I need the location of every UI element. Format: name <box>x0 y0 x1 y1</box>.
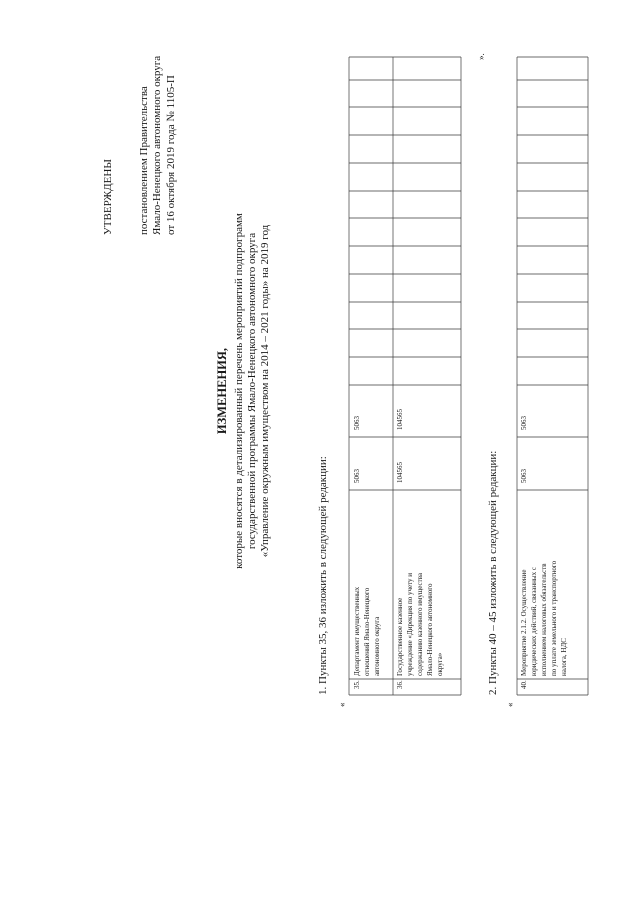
document-title <box>215 213 271 569</box>
row-name-line: по уплате земельного и транспортного <box>550 560 558 676</box>
row-name-line: исполнением налоговых обязательств <box>540 563 548 676</box>
row-number: 35. <box>353 680 361 689</box>
row-name-line: Ямало-Ненецкого автономного <box>426 583 434 676</box>
title-line-3: «Управление окружным имуществом на 2014 – 2021 годы» на 2019 год <box>259 224 271 558</box>
title-main: ИЗМЕНЕНИЯ, <box>215 347 229 435</box>
row-value: 104565 <box>396 462 404 483</box>
row-name-line: Государственное казенное <box>396 597 404 676</box>
row-name-line: Департамент имущественных <box>353 586 361 676</box>
decree-line-1: постановлением Правительства <box>138 86 150 235</box>
section-2-open-quote: « <box>505 702 515 707</box>
decree-line-3: от 16 октября 2019 года № 1105-П <box>165 75 177 235</box>
row-name-line: Мероприятие 2.1.2. Осуществление <box>520 569 528 676</box>
approved-label: УТВЕРЖДЕНЫ <box>102 159 114 235</box>
title-line-1: которые вносятся в детализированный перечень мероприятий подпрограмм <box>233 213 245 569</box>
row-number: 40. <box>520 680 528 689</box>
row-name-line: округа» <box>436 652 444 676</box>
row-name-line: автономного округа <box>373 616 381 676</box>
section-1-close-quote: ». <box>476 53 486 60</box>
section-1-row-36 <box>396 409 444 690</box>
row-name-line: содержанию казенного имущества <box>416 572 424 676</box>
row-number: 36. <box>396 680 404 689</box>
approval-block <box>102 56 177 235</box>
section-1-heading: 1. Пункты 35, 36 изложить в следующей редакции: <box>317 456 329 695</box>
decree-line-2: Ямало-Ненецкого автономного округа <box>151 55 163 235</box>
row-value: 5063 <box>353 416 361 430</box>
title-line-2: государственной программы Ямало-Ненецкого автономного округа <box>246 232 258 550</box>
row-value: 5063 <box>520 469 528 483</box>
row-value: 5063 <box>520 416 528 430</box>
row-name-line: налога, НДС <box>560 638 568 676</box>
section-2-row-40 <box>520 416 568 690</box>
section-2-heading: 2. Пункты 40 – 45 изложить в следующей редакции: <box>487 450 499 695</box>
row-value: 5063 <box>353 469 361 483</box>
section-1-row-35 <box>353 416 381 690</box>
row-name-line: юридических действий, связанных с <box>530 567 538 676</box>
row-name-line: учреждение «Дирекция по учету и <box>406 572 414 676</box>
row-name-line: отношений Ямало-Ненецкого <box>363 587 371 676</box>
section-1-open-quote: « <box>337 702 347 707</box>
rotated-page-content <box>102 53 588 707</box>
row-value: 104565 <box>396 409 404 430</box>
